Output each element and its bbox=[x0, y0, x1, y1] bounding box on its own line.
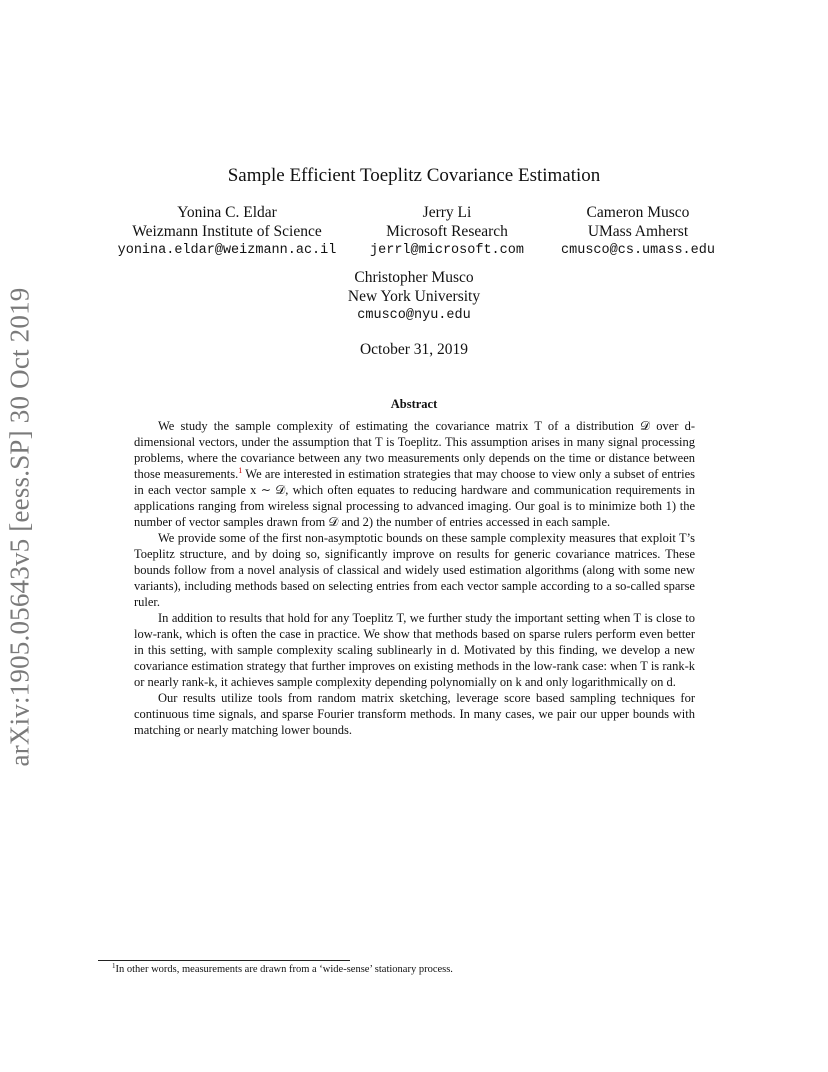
footnote-rule bbox=[98, 960, 350, 961]
author-email: jerrl@microsoft.com bbox=[370, 243, 524, 258]
author-affiliation: UMass Amherst bbox=[587, 223, 689, 240]
paper-date: October 31, 2019 bbox=[359, 341, 469, 358]
author-affiliation: Microsoft Research bbox=[386, 223, 508, 240]
paper-title: Sample Efficient Toeplitz Covariance Estimation bbox=[227, 165, 601, 186]
footnote-marker: 1 bbox=[112, 962, 116, 970]
author-block-1 bbox=[102, 203, 352, 260]
abstract-body bbox=[134, 418, 695, 738]
footnote-text: In other words, measurements are drawn from a ‘wide-sense’ stationary process. bbox=[115, 964, 453, 975]
author-block-4 bbox=[314, 268, 514, 325]
author-name: Jerry Li bbox=[422, 204, 472, 221]
author-name: Christopher Musco bbox=[354, 269, 474, 286]
author-email: cmusco@cs.umass.edu bbox=[561, 243, 715, 258]
author-name: Yonina C. Eldar bbox=[177, 204, 277, 221]
abstract-heading: Abstract bbox=[390, 397, 438, 411]
footnote-ref[interactable]: 1 bbox=[238, 466, 243, 475]
author-email: cmusco@nyu.edu bbox=[357, 308, 471, 323]
abstract-paragraph-2: We provide some of the first non-asymptotic bounds on these sample complexity measures that exploit T’s Toeplitz structure, and by doing so, significantly improve on results for generic covariance matrices. These bounds follow from a novel analysis of classical and widely used estimation algorithms (along with some new variants), including methods based on selecting entries from each vector sample according to a so-called sparse ruler. bbox=[134, 531, 695, 609]
arxiv-stamp-text: arXiv:1905.05643v5 [eess.SP] 30 Oct 2019 bbox=[4, 287, 35, 767]
abstract-text-1b: We are interested in estimation strategies that may choose to view only a subset of entries in each vector sample x ∼ 𝒟, which often equates to reducing hardware and communication requirements in applications ranging from wireless signal processing to advanced imaging. Our goal is to minimize both 1) the number of vector samples drawn from 𝒟 and 2) the number of entries accessed in each sample. bbox=[134, 467, 695, 529]
footnote bbox=[112, 963, 732, 976]
author-affiliation: Weizmann Institute of Science bbox=[132, 223, 322, 240]
author-name: Cameron Musco bbox=[586, 204, 690, 221]
author-email: yonina.eldar@weizmann.ac.il bbox=[117, 243, 337, 258]
abstract-text-1a: We study the sample complexity of estimating the covariance matrix T of a distribution 𝒟 over d-dimensional vectors, under the assumption that T is Toeplitz. This assumption arises in many signal processing problems, where the covariance between any two measurements only depends on the time or distance between those measurements. bbox=[134, 419, 695, 481]
abstract-paragraph-3: In addition to results that hold for any Toeplitz T, we further study the important setting when T is close to low-rank, which is often the case in practice. We show that methods based on sparse rulers perform even better in this setting, with sample complexity scaling sublinearly in d. Motivated by this finding, we develop a new covariance estimation strategy that further improves on existing methods in the low-rank case: when T is rank-k or nearly rank-k, it achieves sample complexity depending polynomially on k and only logarithmically on d. bbox=[134, 611, 695, 689]
abstract-paragraph-4: Our results utilize tools from random matrix sketching, leverage score based sampling techniques for continuous time signals, and sparse Fourier transform methods. In many cases, we pair our upper bounds with matching or nearly matching lower bounds. bbox=[134, 691, 695, 737]
abstract-paragraph-1 bbox=[134, 418, 695, 530]
author-block-3 bbox=[540, 203, 736, 260]
author-block-2 bbox=[330, 203, 564, 260]
author-affiliation: New York University bbox=[347, 288, 481, 305]
